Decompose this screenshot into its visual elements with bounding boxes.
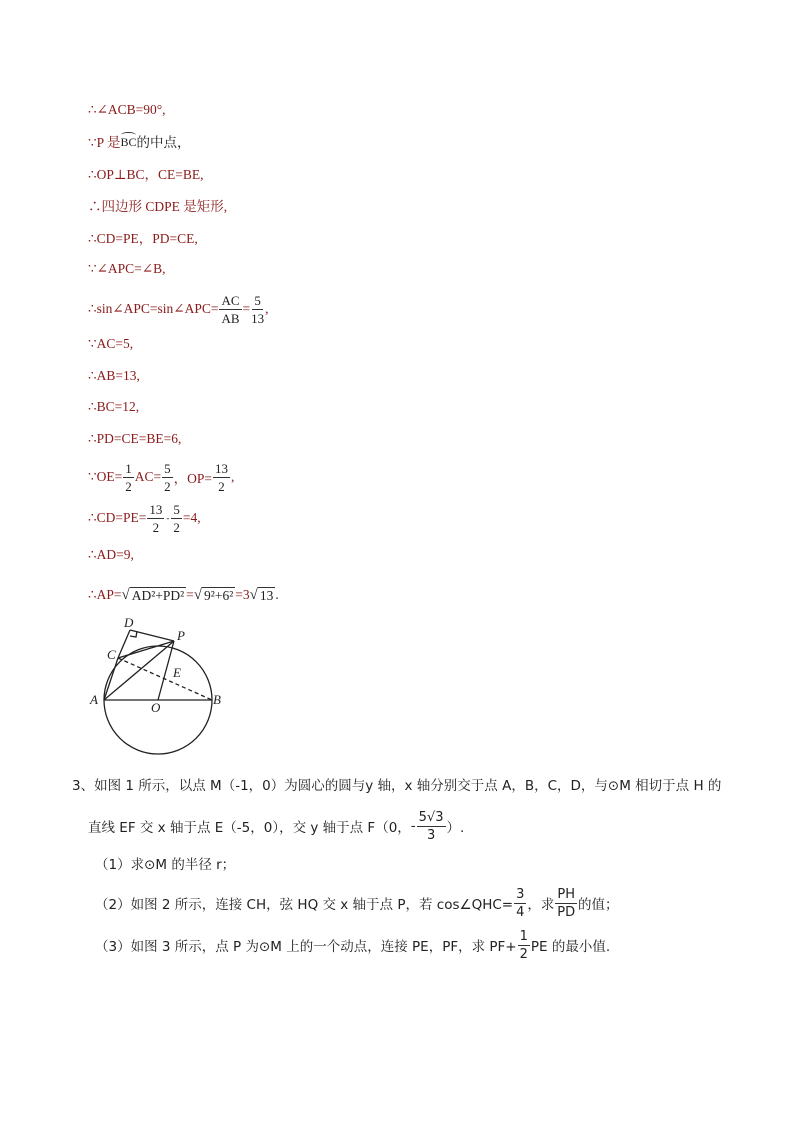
right-angle-mark <box>130 631 137 637</box>
solution-line-12: ∵OE= $\frac{1}{2}$ AC= $\frac{5}{2}$ ，OP= $\frac{13}{2}$ , <box>88 460 235 494</box>
question-3-line-1: 3、如图 1 所示，以点 M（-1，0）为圆心的圆与y 轴，x 轴分别交于点 A，B，C，D，与⊙M 相切于点 H 的 <box>72 778 722 794</box>
question-part-3: （3）如图 3 所示，点 P 为⊙M 上的一个动点，连接 PE，PF，求 PF+ $\frac{1}{2}$ PE 的最小值. <box>95 928 611 962</box>
solution-line-14: ∴AD=9, <box>88 547 134 562</box>
segment-dp <box>130 630 174 641</box>
segment-cd <box>118 630 130 658</box>
solution-line-13: ∴CD=PE= $\frac{13}{2}$ - $\frac{5}{2}$ =4, <box>88 501 201 535</box>
fraction-ac-ab: $\frac{AC}{AB}$ <box>221 292 240 326</box>
label-p: P <box>177 628 185 643</box>
question-part-1: （1）求⊙M 的半径 r； <box>95 857 236 873</box>
segment-cb-dashed <box>118 658 212 700</box>
segment-ap <box>104 641 174 700</box>
solution-line-7: ∴sin∠APC=sin∠APC= $\frac{AC}{AB}$ = $\frac{5}{13}$ , <box>88 292 269 326</box>
segment-cp <box>118 641 174 658</box>
segment-op <box>158 641 174 700</box>
fraction-5-13: $\frac{5}{13}$ <box>251 292 265 326</box>
solution-line-3: ∴OP⊥BC，CE=BE, <box>88 167 204 182</box>
solution-line-6: ∵∠APC=∠B, <box>88 261 166 276</box>
solution-line-11: ∴PD=CE=BE=6, <box>88 431 182 446</box>
label-c: C <box>107 647 116 662</box>
solution-line-1: ∴∠ACB=90°, <box>88 102 166 117</box>
circle-o <box>104 646 212 754</box>
solution-line-8: ∵AC=5, <box>88 336 134 351</box>
question-part-2: （2）如图 2 所示，连接 CH，弦 HQ 交 x 轴于点 P，若 cos∠QHC= $\frac{3}{4}$ ，求 $\frac{PH}{PD}$ 的值； <box>95 886 619 920</box>
label-a: A <box>90 692 98 707</box>
label-b: B <box>213 692 221 707</box>
solution-line-4: ∴四边形 CDPE 是矩形, <box>88 199 228 214</box>
solution-line-10: ∴BC=12, <box>88 399 140 414</box>
arc-bc: BC <box>120 132 136 150</box>
question-3-line-2: 直线 EF 交 x 轴于点 E（-5，0），交 y 轴于点 F（0， - $\frac{5√3}{3}$ ）. <box>88 809 465 843</box>
solution-line-5: ∴CD=PE，PD=CE, <box>88 231 198 246</box>
label-d: D <box>124 615 134 630</box>
label-e: E <box>173 665 181 680</box>
label-o: O <box>151 700 161 715</box>
segment-ac <box>104 658 118 700</box>
solution-line-9: ∴AB=13, <box>88 368 140 383</box>
solution-line-2: ∵P 是 BC 的中点， <box>88 131 191 151</box>
solution-line-15: ∴AP= √ AD²+PD² = √ 9²+6² =3 √ 13 . <box>88 586 279 603</box>
